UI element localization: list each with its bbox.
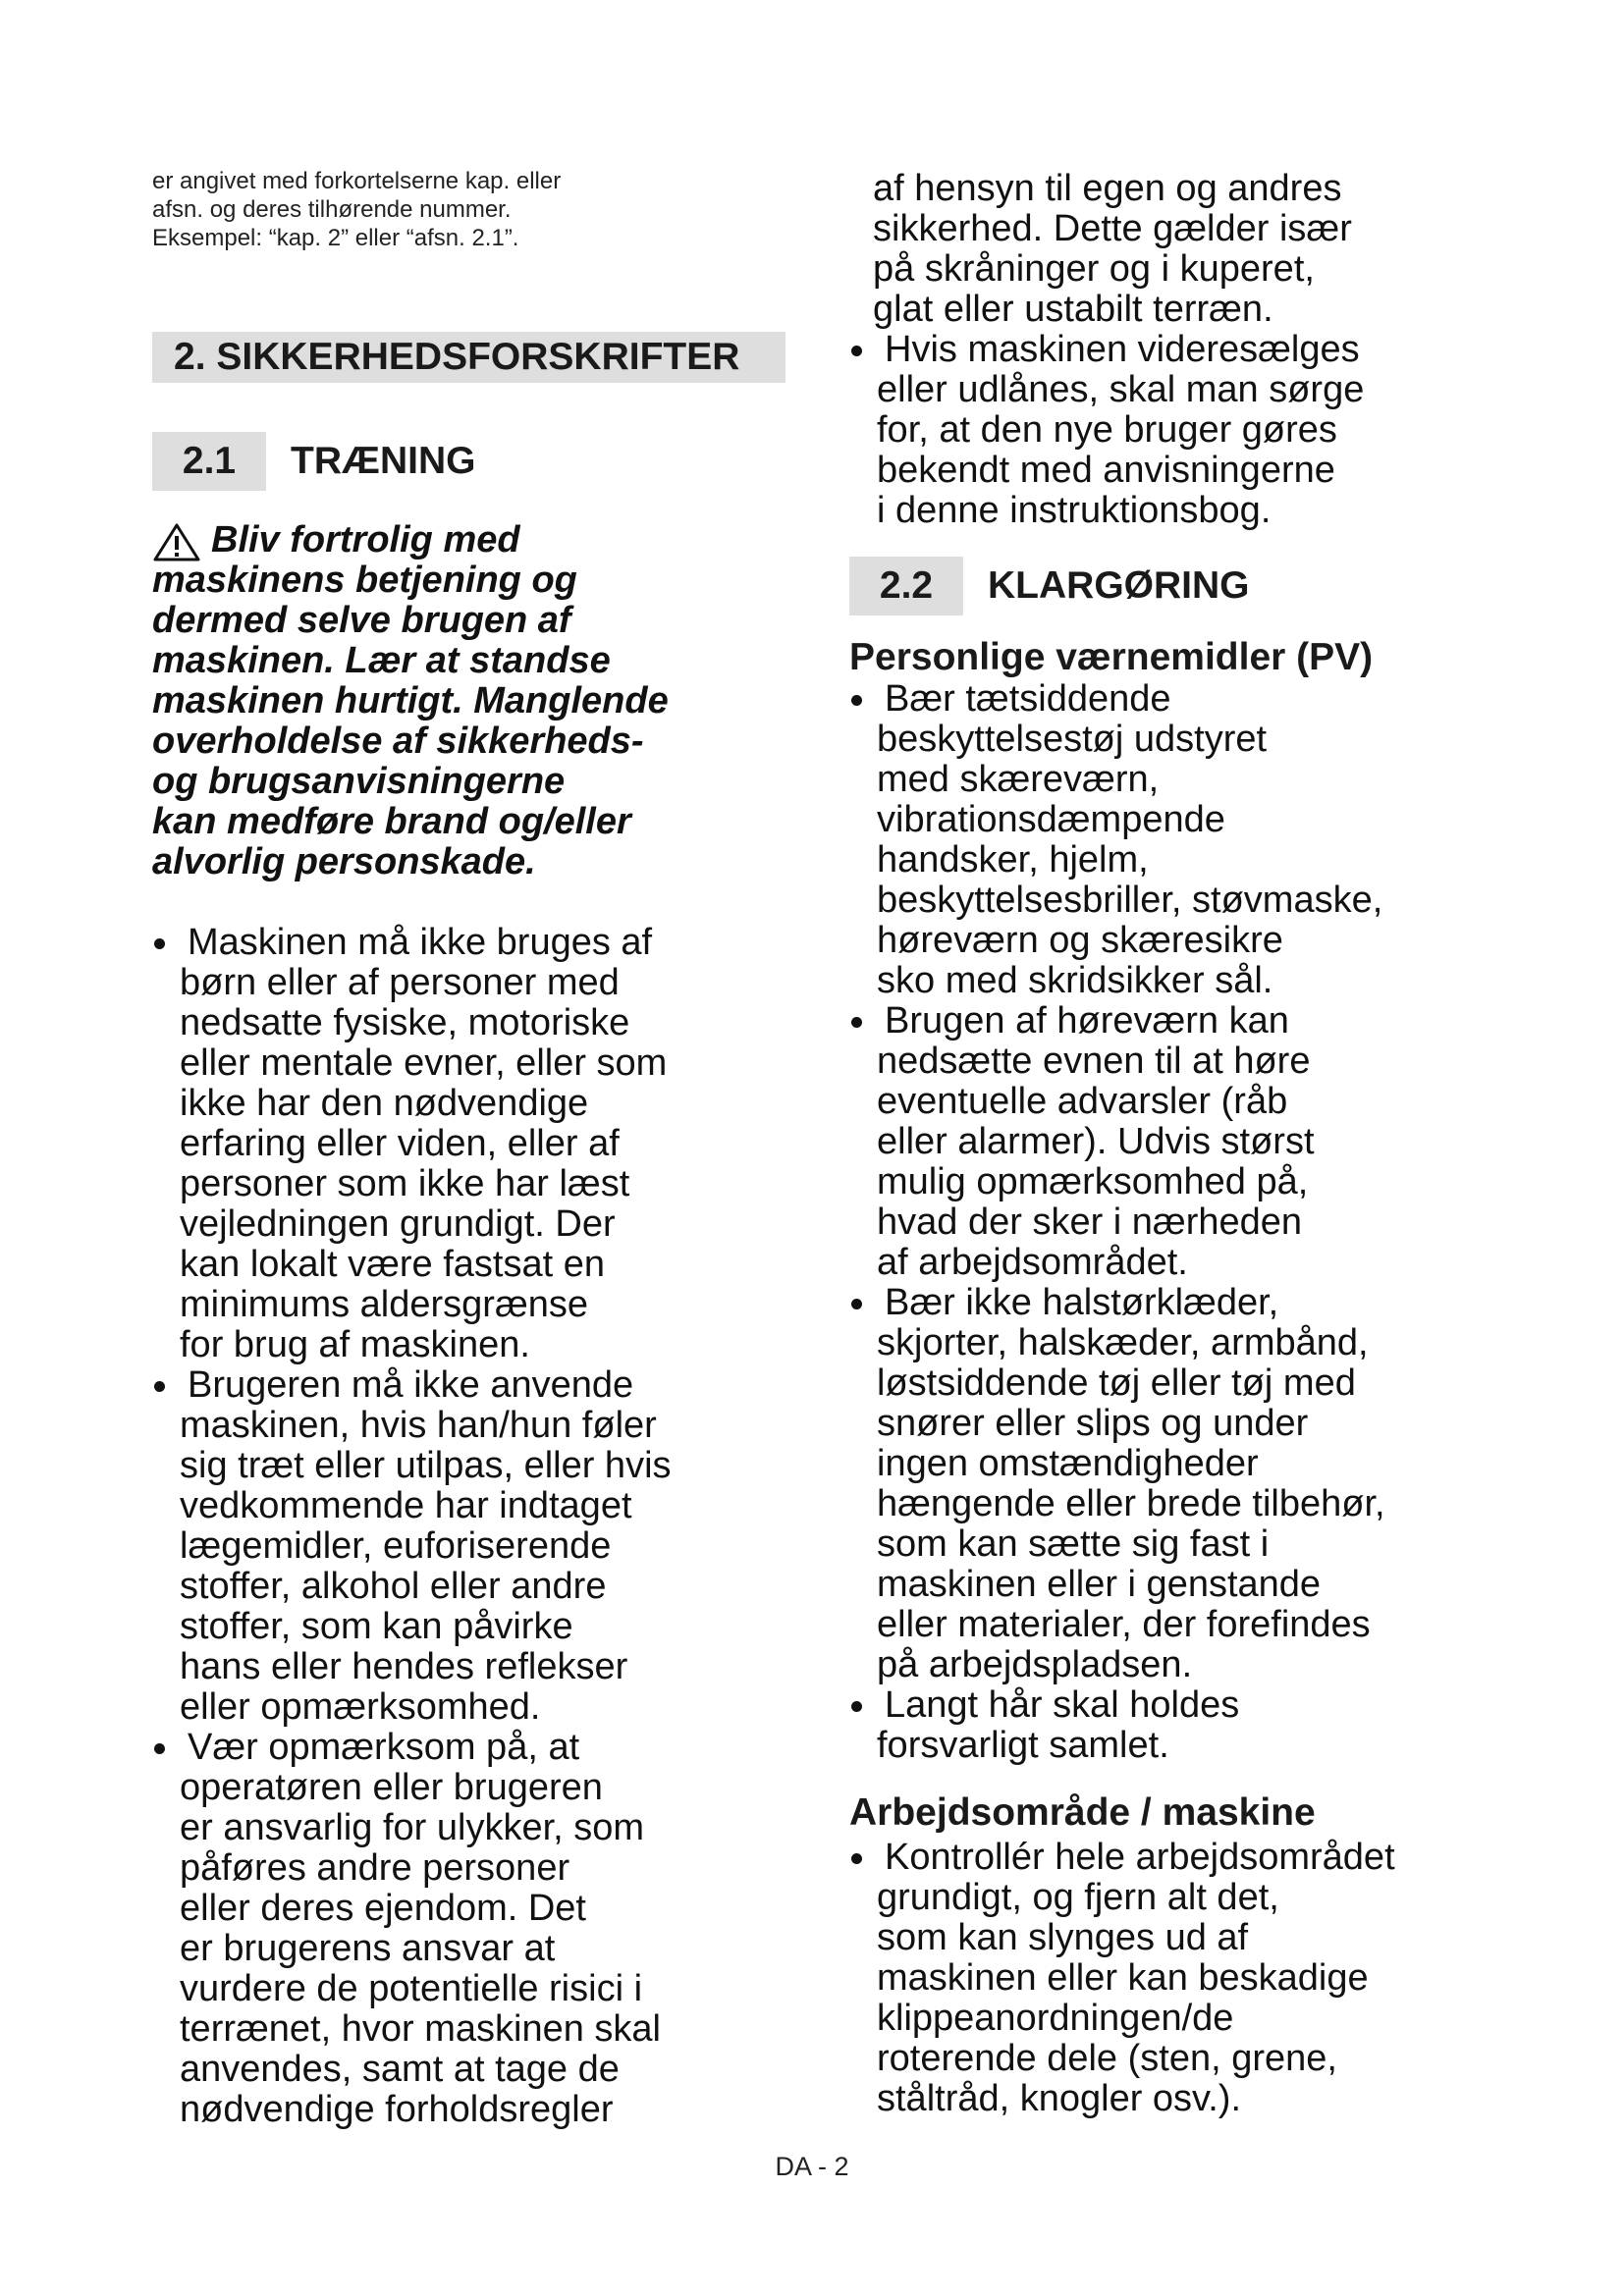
list-line: nødvendige forholdsregler bbox=[180, 2089, 614, 2130]
subsection-title: KLARGØRING bbox=[988, 564, 1250, 607]
bullet-icon bbox=[849, 1838, 877, 1878]
bullet-icon bbox=[152, 923, 180, 963]
list-line: Langt hår skal holdes bbox=[885, 1684, 1240, 1726]
list-item bbox=[849, 679, 1507, 1001]
list-line: vejledningen grundigt. Der bbox=[180, 1203, 616, 1245]
list-line: ikke har den nødvendige bbox=[180, 1083, 589, 1124]
bullet-icon bbox=[849, 1283, 877, 1323]
list-line: anvendes, samt at tage de bbox=[180, 2049, 620, 2090]
list-line: børn eller af personer med bbox=[180, 962, 620, 1003]
list-item bbox=[152, 1728, 810, 2130]
list-line: hængende eller brede tilbehør, bbox=[877, 1483, 1385, 1524]
list-line: handsker, hjelm, bbox=[877, 839, 1149, 881]
list-line: er ansvarlig for ulykker, som bbox=[180, 1807, 645, 1848]
warning-line: maskinen. Lær at standse bbox=[152, 640, 611, 681]
list-line: i denne instruktionsbog. bbox=[877, 490, 1272, 531]
list-line: beskyttelsesbriller, støvmaske, bbox=[877, 880, 1383, 921]
list-line: mulig opmærksomhed på, bbox=[877, 1161, 1309, 1202]
work-area-bullet-list bbox=[849, 1838, 1507, 2119]
list-line: vedkommende har indtaget bbox=[180, 1485, 632, 1526]
list-line: stoffer, alkohol eller andre bbox=[180, 1566, 607, 1607]
subsection-number: 2.1 bbox=[152, 432, 266, 491]
list-item bbox=[849, 330, 1507, 531]
list-line: nedsætte evnen til at høre bbox=[877, 1041, 1311, 1082]
list-line: eller udlånes, skal man sørge bbox=[877, 369, 1365, 410]
bullet-icon bbox=[152, 1728, 180, 1768]
list-line: eller deres ejendom. Det bbox=[180, 1888, 586, 1929]
list-line: ståltråd, knogler osv.). bbox=[877, 2078, 1242, 2119]
list-line: terrænet, hvor maskinen skal bbox=[180, 2008, 661, 2050]
list-line: vurdere de potentielle risici i bbox=[180, 1968, 643, 2009]
section-title: SIKKERHEDSFORSKRIFTER bbox=[216, 336, 740, 378]
warning-line: kan medføre brand og/eller bbox=[152, 801, 631, 842]
continuation-text bbox=[873, 169, 1352, 330]
pv-bullet-list bbox=[849, 679, 1507, 1766]
warning-line: dermed selve brugen af bbox=[152, 600, 571, 641]
list-line: skjorter, halskæder, armbånd, bbox=[877, 1322, 1369, 1363]
list-item bbox=[849, 1001, 1507, 1283]
list-line: af arbejdsområdet. bbox=[877, 1242, 1188, 1283]
list-line: sko med skridsikker sål. bbox=[877, 960, 1273, 1001]
list-line: er brugerens ansvar at bbox=[180, 1928, 556, 1969]
list-line: lægemidler, euforiserende bbox=[180, 1525, 612, 1567]
list-line: klippeanordningen/de bbox=[877, 1998, 1234, 2039]
intro-line: er angivet med forkortelserne kap. eller bbox=[152, 168, 562, 194]
list-line: Bær tætsiddende bbox=[885, 678, 1171, 720]
section-number: 2. bbox=[174, 336, 206, 378]
list-line: minimums aldersgrænse bbox=[180, 1284, 589, 1325]
text-line: af hensyn til egen og andres bbox=[873, 168, 1342, 209]
warning-block bbox=[152, 520, 790, 882]
intro-line: Eksempel: “kap. 2” eller “afsn. 2.1”. bbox=[152, 225, 519, 251]
list-line: Brugen af høreværn kan bbox=[885, 1000, 1289, 1041]
list-line: Bær ikke halstørklæder, bbox=[885, 1282, 1279, 1323]
bullet-icon bbox=[152, 1365, 180, 1406]
list-line: grundigt, og fjern alt det, bbox=[877, 1877, 1279, 1918]
list-line: løstsiddende tøj eller tøj med bbox=[877, 1362, 1356, 1404]
list-item bbox=[849, 1283, 1507, 1685]
intro-text bbox=[152, 167, 790, 252]
list-line: personer som ikke har læst bbox=[180, 1163, 630, 1204]
subsection-number: 2.2 bbox=[849, 557, 963, 615]
text-line: glat eller ustabilt terræn. bbox=[873, 289, 1273, 330]
section-heading bbox=[152, 332, 785, 383]
list-item bbox=[152, 1365, 810, 1728]
bullet-icon bbox=[849, 679, 877, 720]
list-line: med skæreværn, bbox=[877, 759, 1160, 800]
warning-triangle-icon bbox=[152, 520, 201, 561]
list-line: eventuelle advarsler (råb bbox=[877, 1081, 1288, 1122]
list-line: påføres andre personer bbox=[180, 1847, 570, 1889]
warning-line: maskinen hurtigt. Manglende bbox=[152, 680, 669, 721]
list-line: Hvis maskinen videresælges bbox=[885, 329, 1360, 370]
list-line: eller opmærksomhed. bbox=[180, 1686, 541, 1728]
bullet-icon bbox=[849, 1001, 877, 1041]
list-line: erfaring eller viden, eller af bbox=[180, 1123, 620, 1164]
list-line: som kan sætte sig fast i bbox=[877, 1523, 1270, 1565]
list-line: eller alarmer). Udvis størst bbox=[877, 1121, 1315, 1162]
warning-line: og brugsanvisningerne bbox=[152, 761, 566, 802]
list-line: snører eller slips og under bbox=[877, 1403, 1309, 1444]
resale-bullet-list bbox=[849, 330, 1507, 531]
warning-line: maskinens betjening og bbox=[152, 560, 577, 601]
page-number: DA - 2 bbox=[775, 2152, 849, 2181]
subsection-title: TRÆNING bbox=[291, 440, 476, 482]
list-line: maskinen, hvis han/hun føler bbox=[180, 1405, 657, 1446]
warning-line: alvorlig personskade. bbox=[152, 841, 536, 882]
warning-line: Bliv fortrolig med bbox=[211, 519, 520, 561]
list-line: høreværn og skæresikre bbox=[877, 920, 1283, 961]
list-line: hans eller hendes reflekser bbox=[180, 1646, 628, 1687]
list-line: eller mentale evner, eller som bbox=[180, 1042, 668, 1084]
text-line: sikkerhed. Dette gælder især bbox=[873, 208, 1352, 249]
list-line: Brugeren må ikke anvende bbox=[188, 1364, 634, 1406]
list-line: kan lokalt være fastsat en bbox=[180, 1244, 605, 1285]
list-line: Kontrollér hele arbejdsområdet bbox=[885, 1837, 1395, 1878]
list-line: hvad der sker i nærheden bbox=[877, 1201, 1303, 1243]
intro-line: afsn. og deres tilhørende nummer. bbox=[152, 196, 512, 223]
list-line: maskinen eller i genstande bbox=[877, 1564, 1322, 1605]
bullet-icon bbox=[849, 1685, 877, 1726]
bullet-icon bbox=[849, 330, 877, 370]
list-line: bekendt med anvisningerne bbox=[877, 450, 1335, 491]
list-line: for, at den nye bruger gøres bbox=[877, 409, 1337, 451]
subsection-heading-training bbox=[152, 432, 476, 491]
text-line: på skråninger og i kuperet, bbox=[873, 248, 1315, 290]
list-line: maskinen eller kan beskadige bbox=[877, 1957, 1369, 1999]
list-line: vibrationsdæmpende bbox=[877, 799, 1225, 840]
work-area-heading: Arbejdsområde / maskine bbox=[849, 1791, 1316, 1834]
list-line: roterende dele (sten, grene, bbox=[877, 2038, 1337, 2079]
list-line: sig træt eller utilpas, eller hvis bbox=[180, 1445, 672, 1486]
list-line: operatøren eller brugeren bbox=[180, 1767, 603, 1808]
list-line: forsvarligt samlet. bbox=[877, 1725, 1169, 1766]
list-item bbox=[849, 1685, 1507, 1766]
list-line: eller materialer, der forefindes bbox=[877, 1604, 1371, 1645]
warning-line: overholdelse af sikkerheds- bbox=[152, 721, 644, 762]
training-bullet-list bbox=[152, 923, 810, 2130]
list-line: beskyttelsestøj udstyret bbox=[877, 719, 1268, 760]
list-line: Vær opmærksom på, at bbox=[188, 1727, 580, 1768]
list-line: som kan slynges ud af bbox=[877, 1917, 1249, 1958]
list-item bbox=[152, 923, 810, 1365]
list-line: stoffer, som kan påvirke bbox=[180, 1606, 573, 1647]
list-line: Maskinen må ikke bruges af bbox=[188, 922, 653, 963]
list-line: på arbejdspladsen. bbox=[877, 1644, 1193, 1685]
pv-heading: Personlige værnemidler (PV) bbox=[849, 636, 1374, 678]
list-line: ingen omstændigheder bbox=[877, 1443, 1259, 1484]
list-line: nedsatte fysiske, motoriske bbox=[180, 1002, 630, 1043]
list-item bbox=[849, 1838, 1507, 2119]
subsection-heading-preparation bbox=[849, 557, 1250, 615]
list-line: for brug af maskinen. bbox=[180, 1324, 530, 1365]
